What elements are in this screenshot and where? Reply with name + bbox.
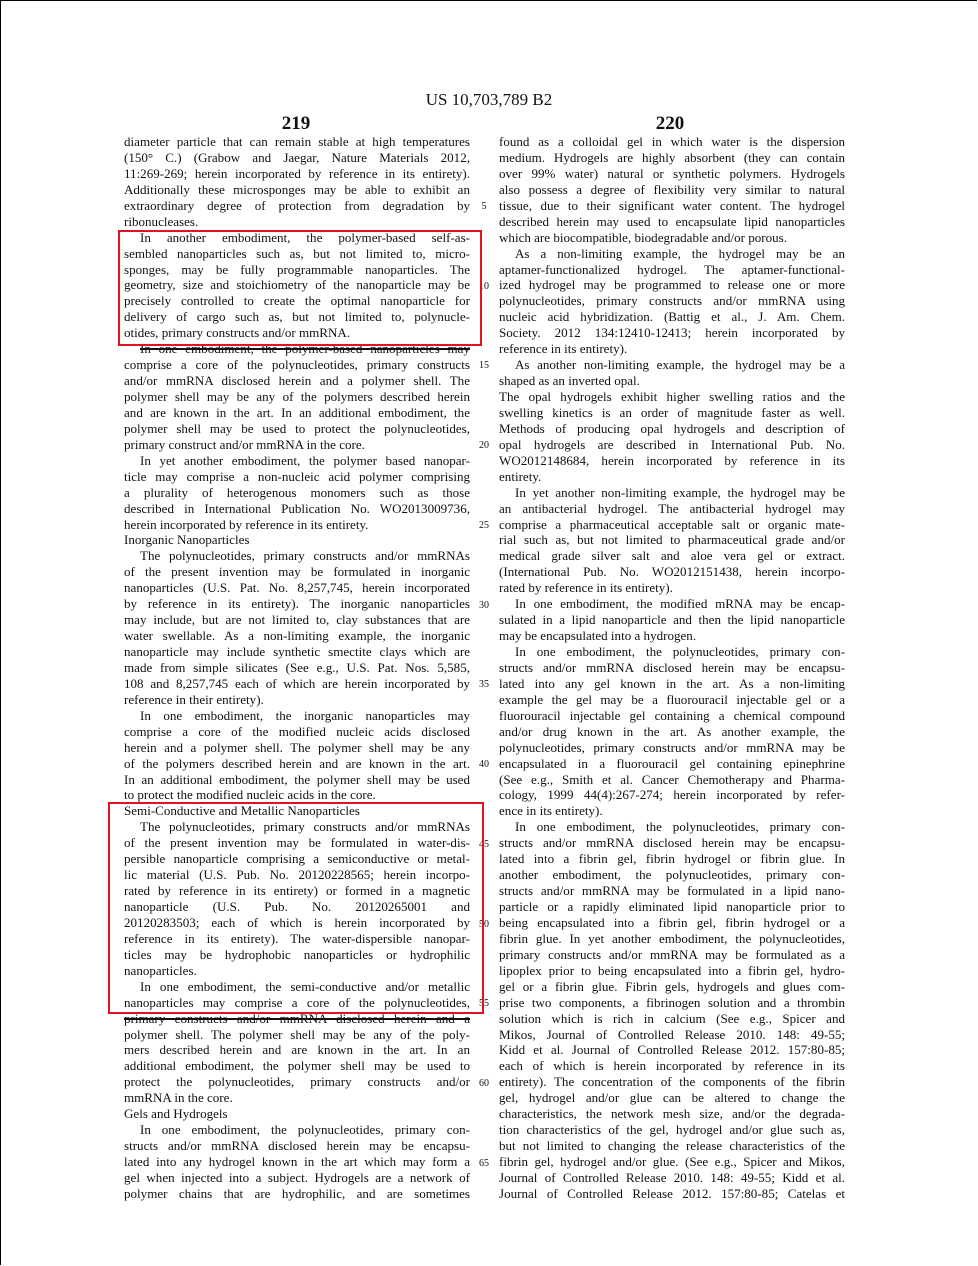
text-line: nanoparticles (U.S. Pat. No. 8,257,745, herein incorporated xyxy=(124,580,470,596)
text-line: lated into any gel known in the art. As a non-limiting xyxy=(499,675,845,691)
text-line: lated into a fibrin gel, fibrin hydrogel or fibrin glue. In xyxy=(499,851,845,867)
text-line: particle or a rapidly eliminated lipid nanoparticle prior to xyxy=(499,899,845,914)
text-line: rated by reference in its entirety). xyxy=(499,580,673,596)
text-line: geometry, size and stoichiometry of the nanoparticle may be xyxy=(124,277,470,293)
text-line: Semi-Conductive and Metallic Nanoparticles xyxy=(124,803,360,819)
text-line: (International Pub. No. WO2012151438, herein incorpo- xyxy=(499,564,845,580)
text-line: nucleic acid hybridization. (Battig et al., J. Am. Chem. xyxy=(499,309,845,325)
text-line: tissue, due to their significant water content. The hydrogel xyxy=(499,197,845,213)
text-line: The polynucleotides, primary constructs and/or mmRNAs xyxy=(140,548,470,564)
text-line: entirety. xyxy=(499,468,542,484)
text-line: Mikos, Journal of Controlled Release 2010. 148: 49-55; xyxy=(499,1026,845,1042)
text-line: prise two components, a fibrinogen solution and a thrombin xyxy=(499,994,845,1010)
text-line: WO2012148684, herein incorporated by reference in its xyxy=(499,452,845,468)
text-line: mmRNA in the core. xyxy=(124,1090,233,1106)
text-line: structs and/or mmRNA disclosed herein may be encapsu- xyxy=(124,1138,470,1154)
text-line: water swellable. As a non-limiting example, the inorganic xyxy=(124,628,470,644)
text-line: In one embodiment, the semi-conductive and/or metallic xyxy=(140,978,470,994)
text-line: rial such as, but not limited to pharmaceutical grade and/or xyxy=(499,532,845,548)
text-line: The polynucleotides, primary constructs and/or mmRNAs xyxy=(140,819,470,835)
text-line: As another non-limiting example, the hydrogel may be a xyxy=(515,357,845,373)
text-line: an antibacterial hydrogel. The antibacterial hydrogel may xyxy=(499,500,845,516)
text-line: nanoparticles may comprise a core of the polynucleotides, xyxy=(124,994,470,1010)
text-line: In one embodiment, the polymer-based nanoparticles may xyxy=(140,341,470,357)
text-line: being encapsulated into a fibrin gel, fibrin hydrogel or a xyxy=(499,914,845,930)
text-line: ticles may be hydrophobic nanoparticles or hydrophilic xyxy=(124,946,470,962)
text-line: shaped as an inverted opal. xyxy=(499,373,640,389)
line-number: 60 xyxy=(479,1078,489,1090)
text-line: ticle may comprise a non-nucleic acid polymer comprising xyxy=(124,468,470,484)
text-line: polymer shell may be used to protect the polynucleotides, xyxy=(124,420,470,436)
text-line: additional embodiment, the polymer shell may be used to xyxy=(124,1058,470,1074)
right-text-column xyxy=(499,134,845,1202)
text-line: In yet another non-limiting example, the hydrogel may be xyxy=(515,484,845,500)
text-line: characteristics, the network mesh size, and/or the degrada- xyxy=(499,1106,845,1122)
text-line: structs and/or mmRNA disclosed herein may be encapsu- xyxy=(499,659,845,675)
text-line: otides, primary constructs and/or mmRNA. xyxy=(124,325,351,341)
line-number: 15 xyxy=(479,360,489,372)
text-line: The opal hydrogels exhibit higher swelling ratios and the xyxy=(499,389,845,404)
text-line: 108 and 8,257,745 each of which are herein incorporated by xyxy=(124,675,470,691)
text-line: also possess a degree of flexibility very similar to natural xyxy=(499,181,845,197)
text-line: a plurality of heterogenous monomers such as those xyxy=(124,484,470,500)
text-line: opal hydrogels are described in International Pub. No. xyxy=(499,436,845,452)
text-line: (150° C.) (Grabow and Jaegar, Nature Materials 2012, xyxy=(124,149,470,165)
text-line: medium. Hydrogels are highly absorbent (they can contain xyxy=(499,149,845,165)
text-line: sembled nanoparticles such as, but not limited to, micro- xyxy=(124,245,470,261)
text-line: but not limited to changing the release characteristics of the xyxy=(499,1138,845,1154)
text-line: gel, hydrogel and/or glue can be altered to change the xyxy=(499,1090,845,1106)
text-line: ized hydrogel may be programmed to release one or more xyxy=(499,277,845,293)
text-line: comprise a core of the polynucleotides, primary constructs xyxy=(124,357,470,373)
text-line: herein incorporated by reference in its entirety. xyxy=(124,516,369,532)
text-line: another embodiment, the polynucleotides, primary con- xyxy=(499,867,845,883)
text-line: reference in its entirety). The water-dispersible nanopar- xyxy=(124,930,470,946)
text-line: nanoparticle (U.S. Pub. No. 20120265001 and xyxy=(124,899,470,914)
line-number: 5 xyxy=(481,200,487,212)
text-line: Society. 2012 134:12410-12413; herein incorporated by xyxy=(499,325,845,341)
line-number: 10 xyxy=(479,280,489,292)
line-number: 55 xyxy=(479,998,489,1010)
line-number: 50 xyxy=(479,918,489,930)
text-line: fibrin glue. In yet another embodiment, the polynucleotides, xyxy=(499,930,845,946)
text-line: 20120283503; each of which is herein incorporated by xyxy=(124,914,470,930)
text-line: In one embodiment, the polynucleotides, primary con- xyxy=(515,819,845,835)
text-line: and/or mmRNA disclosed herein and a polymer shell. The xyxy=(124,373,470,389)
text-line: protect the polynucleotides, primary constructs and/or xyxy=(124,1074,470,1090)
text-line: reference in their entirety). xyxy=(124,691,264,707)
text-line: found as a colloidal gel in which water is the dispersion xyxy=(499,134,845,149)
line-number: 40 xyxy=(479,759,489,771)
text-line: described herein may used to encapsulate lipid nanoparticles xyxy=(499,213,845,229)
text-line: Journal of Controlled Release 2012. 157:80-85; Catelas et xyxy=(499,1185,845,1201)
text-line: structs and/or mmRNA disclosed herein may be encapsu- xyxy=(499,835,845,851)
text-line: In one embodiment, the modified mRNA may be encap- xyxy=(515,596,845,612)
text-line: persible nanoparticle comprising a semiconductive or metal- xyxy=(124,851,470,867)
text-line: mers described herein and are known in the art. In an xyxy=(124,1042,470,1058)
text-line: nanoparticles. xyxy=(124,962,197,978)
line-number: 25 xyxy=(479,519,489,531)
text-line: polynucleotides, primary constructs and/or mmRNA may be xyxy=(499,739,845,755)
text-line: polymer shell may be any of the polymers described herein xyxy=(124,389,470,404)
text-line: solution which is rich in calcium (See e.g., Spicer and xyxy=(499,1010,845,1026)
text-line: over 99% water) natural or synthetic polymers. Hydrogels xyxy=(499,165,845,181)
text-line: fluorouracil injectable gel containing a chemical compound xyxy=(499,707,845,723)
text-line: polymer shell. The polymer shell may be any of the poly- xyxy=(124,1026,470,1042)
text-line: In yet another embodiment, the polymer based nanopar- xyxy=(140,452,470,468)
text-line: herein and a polymer shell. The polymer shell may be any xyxy=(124,739,470,755)
text-line: ribonucleases. xyxy=(124,213,199,229)
text-line: In an additional embodiment, the polymer shell may be used xyxy=(124,771,470,787)
text-line: polymer chains that are hydrophilic, and are sometimes xyxy=(124,1185,470,1201)
text-line: and are known in the art. In an additional embodiment, the xyxy=(124,404,470,420)
text-line: (See e.g., Smith et al. Cancer Chemotherapy and Pharma- xyxy=(499,771,845,787)
text-line: which are biocompatible, biodegradable and/or porous. xyxy=(499,229,788,245)
text-line: and/or drug known in the art. As another example, the xyxy=(499,723,845,739)
text-line: encapsulated in a fluorouracil gel containing epinephrine xyxy=(499,755,845,771)
text-line: structs and/or mmRNA may be formulated in a lipid nano- xyxy=(499,883,845,899)
text-line: reference in its entirety). xyxy=(499,341,628,357)
text-line: rated by reference in its entirety) or formed in a magnetic xyxy=(124,883,470,899)
text-line: Journal of Controlled Release 2010. 148: 49-55; Kidd et al. xyxy=(499,1169,845,1185)
text-line: to protect the modified nucleic acids in the core. xyxy=(124,787,376,803)
text-line: of the present invention may be formulated in inorganic xyxy=(124,564,470,580)
text-line: lipoplex prior to being encapsulated into a fibrin gel, hydro- xyxy=(499,962,845,978)
text-line: primary constructs and/or mmRNA disclosed herein and a xyxy=(124,1010,470,1026)
text-line: comprise a pharmaceutical acceptable salt or organic mate- xyxy=(499,516,845,532)
text-line: In one embodiment, the polynucleotides, primary con- xyxy=(515,644,845,659)
right-column-number: 220 xyxy=(655,113,685,134)
text-line: of the polymers described herein and are known in the art. xyxy=(124,755,470,771)
line-number: 45 xyxy=(479,838,489,850)
text-line: comprise a core of the modified nucleic acids disclosed xyxy=(124,723,470,739)
text-line: swelling kinetics is an order of magnitude faster as well. xyxy=(499,404,845,420)
text-line: fibrin gel, hydrogel and/or glue. (See e.g., Spicer and Mikos, xyxy=(499,1154,845,1169)
text-line: Methods of producing opal hydrogels and description of xyxy=(499,420,845,436)
text-line: tion characteristics of the gel, hydrogel and/or glue such as, xyxy=(499,1122,845,1138)
text-line: gel when injected into a subject. Hydrogels are a network of xyxy=(124,1169,470,1185)
left-column-number: 219 xyxy=(281,113,311,134)
text-line: In another embodiment, the polymer-based self-as- xyxy=(140,229,470,245)
text-line: nanoparticle may include synthetic smectite clays which are xyxy=(124,644,470,659)
text-line: entirety). The concentration of the components of the fibrin xyxy=(499,1074,845,1090)
text-line: In one embodiment, the polynucleotides, primary con- xyxy=(140,1122,470,1138)
text-line: medical grade silver salt and aloe vera gel or extract. xyxy=(499,548,845,564)
text-line: precisely controlled to create the optimal nanoparticle for xyxy=(124,293,470,309)
text-line: Kidd et al. Journal of Controlled Release 2012. 157:80-85; xyxy=(499,1042,845,1058)
text-line: lated into any hydrogel known in the art which may form a xyxy=(124,1154,470,1169)
patent-number: US 10,703,789 B2 xyxy=(425,90,553,109)
text-line: extraordinary degree of protection from degradation by xyxy=(124,197,470,213)
text-line: polynucleotides, primary constructs and/or mmRNA using xyxy=(499,293,845,309)
line-number: 65 xyxy=(479,1157,489,1169)
text-line: As a non-limiting example, the hydrogel may be an xyxy=(515,245,845,261)
text-line: In one embodiment, the inorganic nanoparticles may xyxy=(140,707,470,723)
text-line: made from simple silicates (See e.g., U.S. Pat. Nos. 5,585, xyxy=(124,659,470,675)
text-line: each of which is herein incorporated by reference in its xyxy=(499,1058,845,1074)
text-line: 11:269-269; herein incorporated by reference in its entirety). xyxy=(124,165,470,181)
text-line: primary constructs and/or mmRNA may be formulated as a xyxy=(499,946,845,962)
text-line: of the present invention may be formulated in water-dis- xyxy=(124,835,470,851)
line-number: 30 xyxy=(479,599,489,611)
text-line: lic material (U.S. Pub. No. 20120228565; herein incorpo- xyxy=(124,867,470,883)
text-line: Gels and Hydrogels xyxy=(124,1106,228,1122)
text-line: sulated in a lipid nanoparticle and then the lipid nanoparticle xyxy=(499,612,845,628)
text-line: sponges, may be fully programmable nanoparticles. The xyxy=(124,261,470,277)
text-line: ence in its entirety). xyxy=(499,803,603,819)
text-line: Inorganic Nanoparticles xyxy=(124,532,250,548)
left-text-column xyxy=(124,134,470,1202)
text-line: Additionally these microsponges may be able to exhibit an xyxy=(124,181,470,197)
text-line: gel or a fibrin glue. Fibrin gels, hydrogels and glues com- xyxy=(499,978,845,994)
text-line: primary construct and/or mmRNA in the core. xyxy=(124,436,365,452)
text-line: diameter particle that can remain stable at high temperatures xyxy=(124,134,470,149)
text-line: aptamer-functionalized hydrogel. The aptamer-functional- xyxy=(499,261,845,277)
text-line: cology, 1999 44(4):267-274; herein incorporated by refer- xyxy=(499,787,845,803)
text-line: described in International Publication No. WO2013009736, xyxy=(124,500,470,516)
text-line: example the gel may be a fluorouracil injectable gel or a xyxy=(499,691,845,707)
text-line: may include, but are not limited to, clay substances that are xyxy=(124,612,470,628)
text-line: may be encapsulated into a hydrogen. xyxy=(499,628,697,644)
line-number: 35 xyxy=(479,679,489,691)
text-line: delivery of cargo such as, but not limited to, polynucle- xyxy=(124,309,470,325)
line-number: 20 xyxy=(479,440,489,452)
text-line: by reference in its entirety). The inorganic nanoparticles xyxy=(124,596,470,612)
